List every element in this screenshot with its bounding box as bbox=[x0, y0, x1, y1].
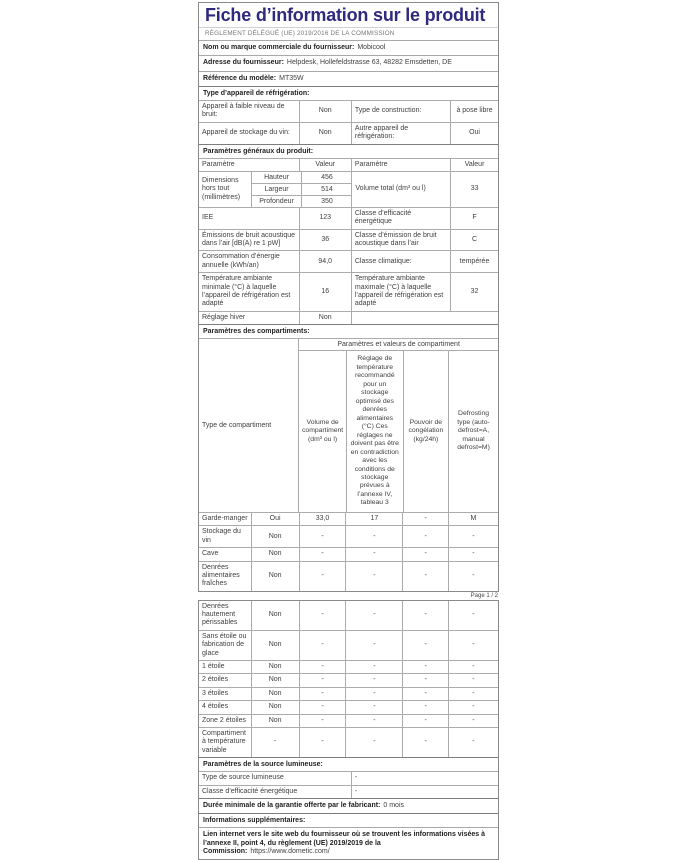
table-row bbox=[252, 195, 352, 207]
compartment-row bbox=[199, 525, 498, 547]
param-value: - bbox=[351, 772, 498, 784]
column-header: Valeur bbox=[450, 159, 498, 171]
compartment-row bbox=[199, 687, 498, 700]
param-value: - bbox=[351, 786, 498, 798]
param-label: Autre appareil de réfrigération: bbox=[351, 123, 450, 144]
model-reference-label: Référence du modèle: bbox=[203, 74, 277, 82]
compartment-name: Denrées hautement périssables bbox=[202, 602, 238, 627]
empty-cell bbox=[351, 312, 498, 324]
param-value: Non bbox=[299, 123, 351, 144]
compartment-freeze: - bbox=[402, 562, 448, 591]
compartment-freeze: - bbox=[402, 526, 448, 547]
supplier-address-value: Helpdesk, Hollefeldstrasse 63, 48282 Emsdetten, DE bbox=[286, 59, 452, 67]
table-row bbox=[199, 272, 498, 311]
supplier-link-url[interactable]: https://www.dometic.com/ bbox=[250, 848, 330, 856]
table-row bbox=[199, 250, 498, 272]
param-value: Non bbox=[299, 312, 351, 324]
table-row bbox=[252, 183, 352, 195]
compartment-defrost: - bbox=[448, 631, 498, 660]
product-fiche bbox=[198, 2, 499, 860]
column-header: Pouvoir de congélation (kg/24h) bbox=[403, 351, 449, 512]
compartment-row bbox=[199, 673, 498, 686]
compartment-temp: - bbox=[345, 548, 402, 560]
compartment-defrost: - bbox=[448, 661, 498, 673]
compartment-present: Non bbox=[251, 715, 299, 727]
compartment-volume: - bbox=[299, 715, 346, 727]
column-header: Type de compartiment bbox=[202, 422, 272, 430]
compartment-volume: - bbox=[299, 728, 346, 757]
compartment-temp: 17 bbox=[345, 513, 402, 525]
param-label: Classe d’efficacité énergétique bbox=[202, 787, 298, 795]
compartment-freeze: - bbox=[402, 674, 448, 686]
section-type-appareil: Type d’appareil de réfrigération: bbox=[199, 86, 498, 100]
compartment-volume: 33,0 bbox=[299, 513, 346, 525]
section-informations-supplementaires: Informations supplémentaires: bbox=[199, 813, 498, 827]
compartment-temp: - bbox=[345, 674, 402, 686]
compartment-row bbox=[199, 512, 498, 525]
compartment-defrost: - bbox=[448, 548, 498, 560]
compartment-row bbox=[199, 561, 498, 591]
compartment-present: Non bbox=[251, 526, 299, 547]
table-row bbox=[199, 229, 498, 251]
column-header: Volume de compartiment (dm³ ou l) bbox=[302, 418, 344, 443]
fiche-page2 bbox=[198, 600, 499, 860]
compartment-freeze: - bbox=[402, 688, 448, 700]
winter-setting-row bbox=[199, 311, 498, 324]
warranty-value: 0 mois bbox=[383, 801, 405, 809]
compartment-row bbox=[199, 700, 498, 713]
header bbox=[199, 3, 498, 27]
compartment-freeze: - bbox=[402, 548, 448, 560]
compartment-name: Compartiment à température variable bbox=[202, 729, 246, 754]
compartment-present: Non bbox=[251, 688, 299, 700]
compartment-temp: - bbox=[345, 526, 402, 547]
compartment-name: Zone 2 étoiles bbox=[202, 716, 246, 724]
dimension-name: Hauteur bbox=[264, 173, 289, 181]
compartment-volume: - bbox=[299, 601, 346, 630]
compartment-temp: - bbox=[345, 631, 402, 660]
compartment-row bbox=[199, 630, 498, 660]
compartment-defrost: - bbox=[448, 688, 498, 700]
param-label: Consommation d’énergie annuelle (kWh/an) bbox=[202, 253, 280, 269]
compartment-defrost: - bbox=[448, 526, 498, 547]
column-header: Paramètre bbox=[351, 159, 450, 171]
dimension-name: Profondeur bbox=[259, 197, 294, 205]
compartment-present: Non bbox=[251, 631, 299, 660]
dimension-value: 514 bbox=[301, 184, 351, 195]
compartment-name: Garde-manger bbox=[202, 514, 248, 522]
compartment-volume: - bbox=[299, 688, 346, 700]
compartment-temp: - bbox=[345, 688, 402, 700]
column-header: Valeur bbox=[299, 159, 351, 171]
param-value: 32 bbox=[450, 273, 498, 311]
compartment-present: Non bbox=[251, 548, 299, 560]
param-label: Classe d’efficacité énergétique bbox=[351, 208, 450, 229]
compartment-column-headers bbox=[299, 350, 498, 512]
supplier-link-label: Lien internet vers le site web du fournisseur où se trouvent les informations visées à l’annexe II, point 4, du règlement (UE) 2019/2019 de la Commission: bbox=[203, 831, 486, 856]
dimensions-sub-table bbox=[251, 172, 352, 207]
compartment-freeze: - bbox=[402, 728, 448, 757]
compartment-freeze: - bbox=[402, 715, 448, 727]
param-value: 36 bbox=[299, 230, 351, 251]
warranty-label: Durée minimale de la garantie offerte par le fabricant: bbox=[203, 801, 381, 809]
group-header: Paramètres et valeurs de compartiment bbox=[337, 341, 460, 349]
compartment-name: 2 étoiles bbox=[202, 676, 229, 684]
compartment-volume: - bbox=[299, 631, 346, 660]
table-row bbox=[199, 785, 498, 798]
compartment-defrost: - bbox=[448, 715, 498, 727]
supplier-link-row bbox=[199, 827, 498, 859]
compartment-name: Sans étoile ou fabrication de glace bbox=[202, 632, 247, 657]
param-value: Oui bbox=[450, 123, 498, 144]
param-value: 16 bbox=[299, 273, 351, 311]
param-value: 94,0 bbox=[299, 251, 351, 272]
supplier-name-value: Mobicool bbox=[357, 43, 386, 51]
compartment-header-group bbox=[298, 339, 498, 512]
supplier-address-row bbox=[199, 55, 498, 70]
warranty-row bbox=[199, 798, 498, 813]
compartment-present: Non bbox=[251, 601, 299, 630]
table-row bbox=[199, 207, 498, 229]
compartment-present: Non bbox=[251, 674, 299, 686]
compartment-name: Denrées alimentaires fraîches bbox=[202, 563, 240, 588]
compartment-freeze: - bbox=[402, 631, 448, 660]
compartment-temp: - bbox=[345, 562, 402, 591]
param-value: C bbox=[450, 230, 498, 251]
compartment-name: Cave bbox=[202, 550, 219, 558]
param-label: Classe climatique: bbox=[351, 251, 450, 272]
page-indicator: Page 1 / 2 bbox=[470, 592, 498, 599]
compartment-name: Stockage du vin bbox=[202, 528, 241, 544]
compartment-freeze: - bbox=[402, 513, 448, 525]
param-label: Appareil à faible niveau de bruit: bbox=[202, 102, 285, 119]
compartment-temp: - bbox=[345, 601, 402, 630]
param-label: Type de source lumineuse bbox=[202, 774, 284, 782]
param-label: Classe d’émission de bruit acoustique dans l’air bbox=[351, 230, 450, 251]
dimension-value: 456 bbox=[301, 172, 351, 183]
compartment-defrost: M bbox=[448, 513, 498, 525]
regulation-subtitle: RÈGLEMENT DÉLÉGUÉ (UE) 2019/2016 DE LA COMMISSION bbox=[205, 29, 395, 37]
param-label: Volume total (dm³ ou l) bbox=[351, 172, 450, 207]
param-label: Type de construction: bbox=[351, 101, 450, 122]
param-value: à pose libre bbox=[450, 101, 498, 122]
param-value: tempérée bbox=[450, 251, 498, 272]
compartment-present: Non bbox=[251, 701, 299, 713]
table-row bbox=[199, 100, 498, 122]
compartment-defrost: - bbox=[448, 562, 498, 591]
compartment-volume: - bbox=[299, 526, 346, 547]
compartment-volume: - bbox=[299, 661, 346, 673]
compartment-name: 4 étoiles bbox=[202, 703, 229, 711]
fiche-page1 bbox=[198, 2, 499, 592]
column-header: Réglage de température recommandé pour un stockage optimisé des denrées alimentaires (°C) Ces réglages ne doivent pas être en contradiction avec les conditions de stockage prévues à l’annexe IV, tableau 3 bbox=[346, 351, 403, 512]
param-value: F bbox=[450, 208, 498, 229]
param-value: Non bbox=[299, 101, 351, 122]
compartment-freeze: - bbox=[402, 661, 448, 673]
compartment-present: Non bbox=[251, 562, 299, 591]
section-compartiments: Paramètres des compartiments: bbox=[199, 324, 498, 338]
param-value: 33 bbox=[450, 172, 498, 207]
compartment-present: - bbox=[251, 728, 299, 757]
compartment-temp: - bbox=[345, 715, 402, 727]
param-label: Dimensions hors tout (millimètres) bbox=[202, 176, 241, 201]
column-header: Defrosting type (auto-defrost=A, manual defrost=M) bbox=[448, 351, 498, 512]
dimension-value: 350 bbox=[301, 196, 351, 207]
compartment-name: 3 étoiles bbox=[202, 689, 229, 697]
param-label: Température ambiante maximale (°C) à laquelle l’appareil de réfrigération est adapté bbox=[351, 273, 450, 311]
table-row bbox=[199, 122, 498, 144]
compartment-defrost: - bbox=[448, 674, 498, 686]
table-row bbox=[199, 771, 498, 784]
model-reference-value: MT35W bbox=[279, 74, 304, 82]
param-value: 123 bbox=[299, 208, 351, 229]
supplier-name-label: Nom ou marque commerciale du fournisseur: bbox=[203, 43, 355, 51]
compartment-name: 1 étoile bbox=[202, 663, 225, 671]
compartment-temp: - bbox=[345, 701, 402, 713]
compartment-freeze: - bbox=[402, 601, 448, 630]
section-source-lumineuse: Paramètres de la source lumineuse: bbox=[199, 757, 498, 771]
compartment-temp: - bbox=[345, 728, 402, 757]
section-parametres-generaux: Paramètres généraux du produit: bbox=[199, 144, 498, 158]
compartment-table-header bbox=[199, 338, 498, 512]
compartment-defrost: - bbox=[448, 701, 498, 713]
compartment-present: Oui bbox=[251, 513, 299, 525]
compartment-present: Non bbox=[251, 661, 299, 673]
param-label: Émissions de bruit acoustique dans l’air [dB(A) re 1 pW] bbox=[202, 231, 295, 248]
param-label: Température ambiante minimale (°C) à laquelle l’appareil de réfrigération est adapté bbox=[202, 275, 291, 308]
compartment-row bbox=[199, 660, 498, 673]
compartment-row bbox=[199, 727, 498, 757]
page-title: Fiche d’information sur le produit bbox=[205, 5, 486, 25]
compartment-volume: - bbox=[299, 548, 346, 560]
param-label: Appareil de stockage du vin: bbox=[202, 128, 290, 136]
compartment-row bbox=[199, 601, 498, 630]
dimension-name: Largeur bbox=[264, 185, 289, 193]
param-label: Réglage hiver bbox=[202, 313, 246, 321]
supplier-name-row bbox=[199, 40, 498, 55]
compartment-volume: - bbox=[299, 674, 346, 686]
compartment-defrost: - bbox=[448, 728, 498, 757]
table-header-row bbox=[199, 158, 498, 171]
dimensions-row bbox=[199, 171, 498, 207]
compartment-defrost: - bbox=[448, 601, 498, 630]
compartment-volume: - bbox=[299, 701, 346, 713]
supplier-address-label: Adresse du fournisseur: bbox=[203, 59, 284, 67]
column-header: Paramètre bbox=[202, 160, 235, 168]
subheader bbox=[199, 27, 498, 40]
compartment-volume: - bbox=[299, 562, 346, 591]
compartment-row bbox=[199, 714, 498, 727]
table-row bbox=[252, 172, 352, 183]
compartment-row bbox=[199, 547, 498, 560]
param-label: IEE bbox=[202, 214, 214, 222]
model-reference-row bbox=[199, 71, 498, 86]
compartment-freeze: - bbox=[402, 701, 448, 713]
compartment-temp: - bbox=[345, 661, 402, 673]
